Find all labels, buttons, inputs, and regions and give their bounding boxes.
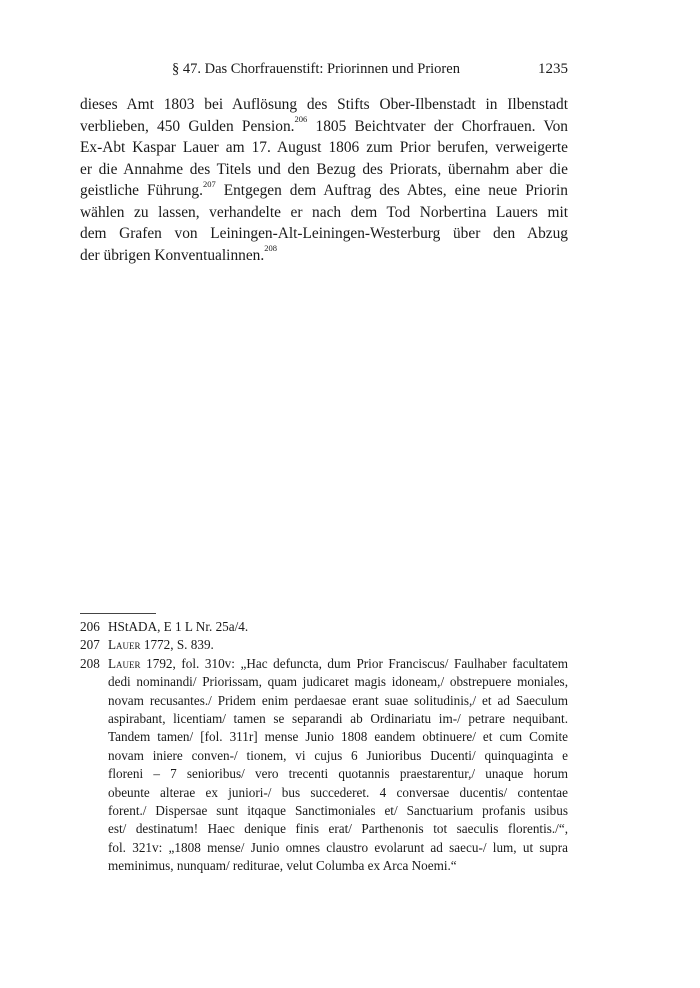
body-text-segment: 1805 Beichtvater der Chorfrauen. Von: [307, 117, 569, 135]
footnote-ref-207[interactable]: 207: [202, 178, 216, 189]
footnote-text: 1792, fol. 310v: „Hac defuncta, dum Prior Franciscus/ Faulhaber facultatem: [140, 655, 568, 671]
body-line: [80, 245, 568, 267]
body-text-segment: Entgegen dem Auftrag des Abtes, eine neue Priorin: [215, 182, 568, 199]
footnote-line: HStADA, E 1 L Nr. 25a/4.: [108, 619, 249, 634]
body-text-segment: geistliche Führung.: [80, 182, 203, 199]
body-line: [80, 180, 568, 202]
footnote-line: fol. 321v: „1808 mense/ Junio omnes claustro evolarunt ad saecu-/ lum, ut supra: [108, 839, 568, 855]
footnote-line: obeunte alterae ex juniori-/ bus succederet. 4 conversae ducentis/ contentae: [108, 784, 568, 800]
body-line: [80, 137, 568, 159]
footnote-separator: [80, 613, 156, 614]
footnote-line: dedi nominandi/ Priorissam, quam judicaret magis idoneam,/ obstrepuere moniales,: [108, 674, 568, 690]
body-line: [80, 159, 568, 181]
footnote-line: forent./ Dispersae sunt itqaque Sanctimoniales et/ Sanctuarium profanis usibus: [108, 803, 568, 819]
body-line: [80, 223, 568, 245]
body-text-segment: der übrigen Konventualinnen.: [80, 246, 265, 264]
footnote-ref-208[interactable]: 208: [264, 243, 277, 254]
footnote-207: [80, 636, 568, 654]
body-text-segment: verblieben, 450 Gulden Pension.: [80, 117, 295, 135]
footnote-line: meminimus, nunquam/ rediturae, velut Columba ex Arca Noemi.“: [108, 858, 457, 874]
page-number: 1235: [538, 61, 568, 77]
body-line: [80, 116, 568, 138]
body-text-segment: er die Annahme des Titels und den Bezug des Priorats, übernahm aber die: [80, 160, 568, 178]
running-header-title: § 47. Das Chorfrauenstift: Priorinnen und Prioren: [172, 61, 460, 77]
body-text-segment: Ex-Abt Kaspar Lauer am 17. August 1806 zum Prior berufen, verweigerte: [80, 139, 568, 156]
footnote-text: 1772, S. 839.: [140, 637, 214, 653]
footnote-line: [108, 655, 568, 673]
footnote-line: novam recusantes./ Pridem enim perdaesae erant suae solitudinis,/ et ad Saeculum: [108, 692, 568, 708]
footnote-line: est/ destinatum! Haec denique finis erat/ Parthenonis tot saeculis florentis./“,: [108, 821, 568, 837]
footnote-number: 207: [80, 637, 100, 653]
running-header: [172, 61, 568, 83]
footnote-ref-206[interactable]: 206: [294, 114, 308, 125]
footnote-number: 206: [80, 619, 100, 634]
footnote-author: Lauer: [108, 655, 141, 671]
body-text-segment: dieses Amt 1803 bei Auflösung des Stifts Ober-Ilbenstadt in Ilbenstadt: [80, 96, 568, 113]
footnote-line: aspirabant, licentiam/ tamen se separandi ab Ordinariatu im-/ petrare nequibant.: [108, 711, 568, 727]
footnote-author: Lauer: [108, 637, 141, 653]
footnote-206: [80, 618, 568, 636]
footnote-line: [108, 636, 568, 654]
footnote-number: 208: [80, 655, 100, 671]
body-text-segment: wählen zu lassen, verhandelte er nach dem Tod Norbertina Lauers mit: [80, 203, 568, 221]
body-line: [80, 94, 568, 116]
footnotes: [80, 618, 568, 876]
footnote-208: [80, 655, 568, 876]
body-line: [80, 202, 568, 224]
body-paragraph: [80, 94, 568, 266]
footnote-line: floreni – 7 senioribus/ vero trecenti quotannis praestarentur,/ unaque horum: [108, 766, 568, 782]
footnote-line: novam iniere conven-/ tionem, vi cujus 6 Junioribus Ducenti/ quinquaginta e: [108, 747, 568, 763]
footnote-line: Tandem tamen/ [fol. 311r] mense Junio 1808 eandem obtinuere/ et cum Comite: [108, 729, 568, 745]
body-text-segment: dem Grafen von Leiningen-Alt-Leiningen-Westerburg über den Abzug: [80, 225, 568, 242]
